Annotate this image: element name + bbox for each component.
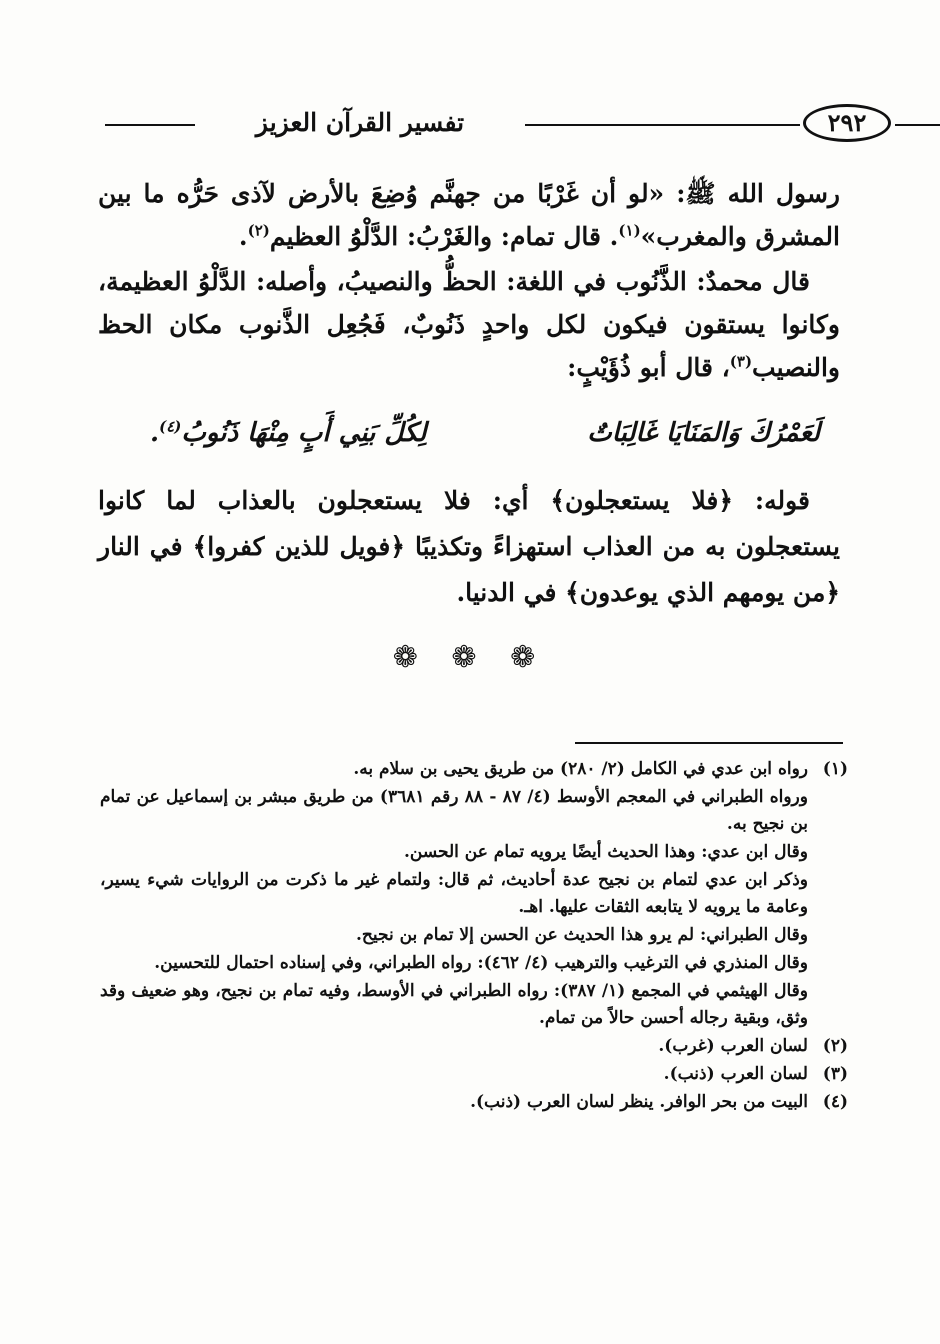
footnote-text: رواه ابن عدي في الكامل (٢/ ٢٨٠) من طريق يحيى بن سلام به. [353, 759, 808, 779]
footnote-text: لسان العرب (ذنب). [663, 1064, 808, 1084]
main-text [98, 172, 840, 391]
header-rule-left [105, 124, 195, 126]
header-rule-middle [525, 124, 800, 126]
footnote-1-line: وقال المنذري في الترغيب والترهيب (٤/ ٤٦٢): رواه الطبراني، وفي إسناده احتمال للتحسين. [154, 953, 808, 973]
footnote-3 [100, 1061, 848, 1088]
footnote-1-line: وقال الهيثمي في المجمع (١/ ٣٨٧): رواه الطبراني في الأوسط، وفيه تمام بن نجيح، وهو ضعيف وقد وثق، وبقية رجاله أحسن حالاً من تمام. [100, 981, 808, 1028]
footnote-ref-3: (٣) [729, 352, 753, 371]
footnote-ref-4: (٤) [159, 417, 182, 436]
header-rule-right [895, 124, 940, 126]
footnote-2 [100, 1033, 848, 1060]
footnote-1-line: ورواه الطبراني في المعجم الأوسط (٤/ ٨٧ - ٨٨ رقم ٣٦٨١) من طريق مبشر بن إسماعيل عن تمام بن نجيح به. [100, 787, 808, 834]
page-number: ٢٩٢ [803, 104, 891, 142]
paragraph-tafsir: قوله: ﴿فلا يستعجلون﴾ أي: فلا يستعجلون بالعذاب لما كانوا يستعجلون به من العذاب استهزاءً وتكذيبًا ﴿فويل للذين كفروا﴾ في النار ﴿من يومهم الذي يوعدون﴾ في الدنيا. [98, 486, 840, 607]
footnote-rule [575, 742, 843, 744]
footnote-4 [100, 1089, 848, 1116]
footnote-ref-2: (٢) [247, 221, 270, 240]
verse-first-hemistich: لَعَمْرُكَ وَالمَنَايَا غَالِبَاتٌ [587, 418, 820, 448]
poetry-verse [140, 418, 820, 468]
footnote-1-line: وذكر ابن عدي لتمام بن نجيح عدة أحاديث، ثم قال: ولتمام غير ما ذكرت من الروايات شيء يسير، وعامة ما يرويه لا يتابعه الثقات عليها. اهـ. [100, 870, 808, 917]
page-header [95, 100, 867, 150]
section-separator: ❁ ❁ ❁ [392, 640, 548, 675]
paragraph-hadith: رسول الله ﷺ: «لو أن غَرْبًا من جهنَّم وُضِعَ بالأرض لآذى حَرُّه ما بين المشرق والمغرب»$^{(١)}$. قال تمام: والغَرْبُ: الدَّلْوُ العظيم$^{(٢)}$. [98, 179, 840, 251]
footnote-number: (١) [822, 759, 848, 779]
footnote-number: (٢) [822, 1036, 848, 1056]
verse-second-hemistich: لِكُلِّ بَنِي أَبٍ مِنْهَا ذَنُوبُ$^{(٤)}$. [150, 417, 427, 448]
paragraph-dhanub: قال محمدٌ: الذَّنُوب في اللغة: الحظُّ والنصيبُ، وأصله: الدَّلْوُ العظيمة، وكانوا يستقون فيكون لكل واحدٍ ذَنُوبٌ، فَجُعِل الذَّنوب مكان الحظ والنصيب$^{(٣)}$، قال أبو ذُؤَيْبٍ: [98, 267, 840, 382]
footnote-text: لسان العرب (غرب). [658, 1036, 808, 1056]
footnote-1 [100, 756, 848, 783]
footnote-number: (٤) [822, 1092, 848, 1112]
footnote-ref-1: (١) [618, 221, 641, 240]
footnote-number: (٣) [822, 1064, 848, 1084]
footnote-1-line: وقال ابن عدي: وهذا الحديث أيضًا يرويه تمام عن الحسن. [403, 842, 808, 862]
footnote-text: البيت من بحر الوافر. ينظر لسان العرب (ذنب). [470, 1092, 808, 1112]
footnotes [100, 756, 848, 1117]
running-title: تفسير القرآن العزيز [255, 108, 465, 137]
footnote-1-line: وقال الطبراني: لم يرو هذا الحديث عن الحسن إلا تمام بن نجيح. [355, 925, 808, 945]
